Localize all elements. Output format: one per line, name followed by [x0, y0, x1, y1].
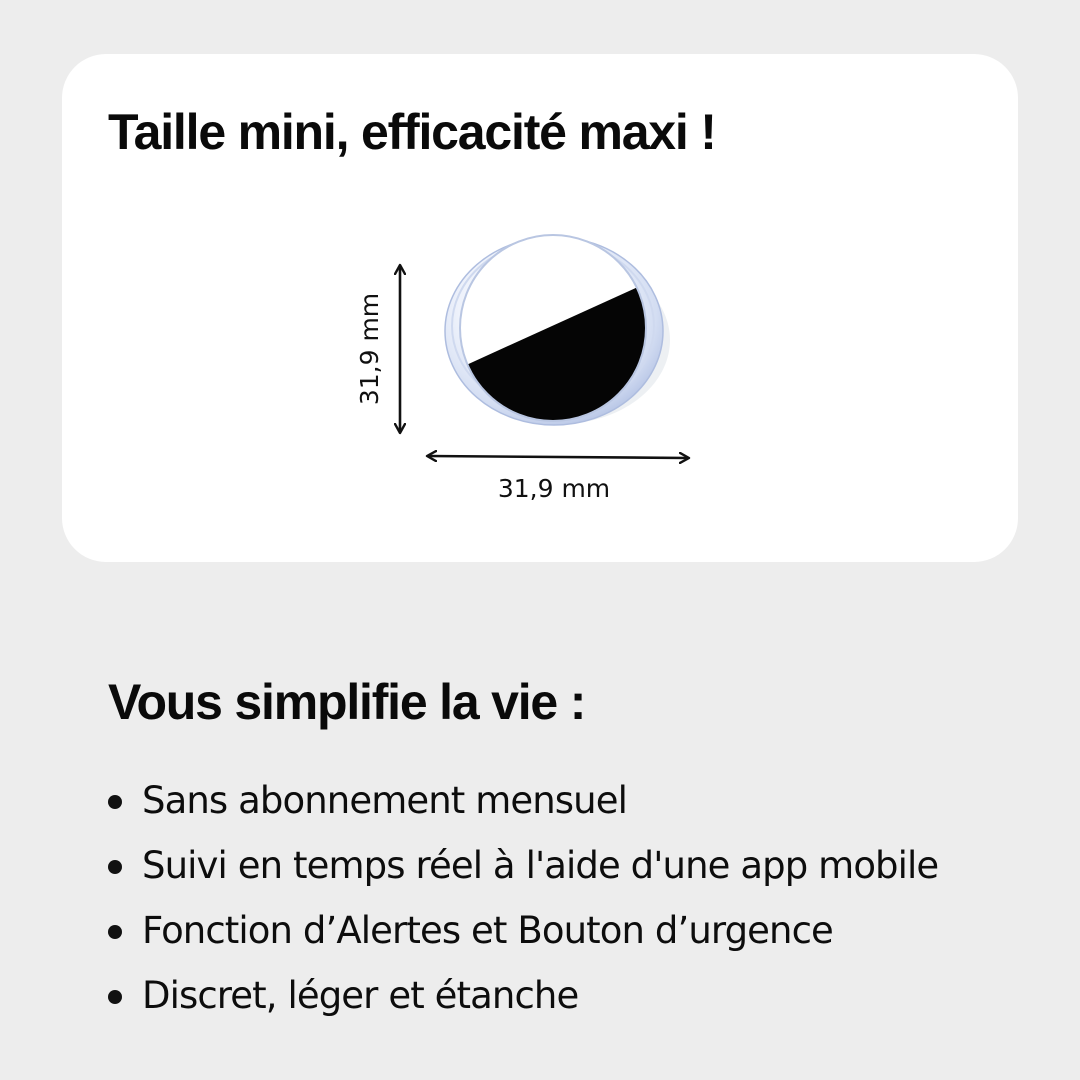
list-item [104, 963, 938, 1028]
list-item [104, 768, 938, 833]
section-title: Vous simplifie la vie : [108, 674, 586, 730]
feature-list [104, 768, 938, 1028]
bullet-dot [108, 795, 122, 809]
bullet-dot [108, 860, 122, 874]
feature-text: Fonction d’Alertes et Bouton d’urgence [142, 909, 833, 952]
feature-text: Discret, léger et étanche [142, 974, 579, 1017]
feature-text: Suivi en temps réel à l'aide d'une app mobile [142, 844, 939, 887]
card-title: Taille mini, efficacité maxi ! [108, 104, 716, 160]
bullet-dot [108, 990, 122, 1004]
height-label: 31,9 mm [355, 292, 384, 406]
width-arrow [428, 456, 688, 458]
product-card [62, 54, 1018, 562]
width-label: 31,9 mm [497, 474, 611, 503]
tracker-device [442, 235, 670, 454]
list-item [104, 898, 938, 963]
feature-text: Sans abonnement mensuel [142, 779, 627, 822]
list-item [104, 833, 938, 898]
product-dimension-figure [62, 54, 1018, 562]
bullet-dot [108, 925, 122, 939]
